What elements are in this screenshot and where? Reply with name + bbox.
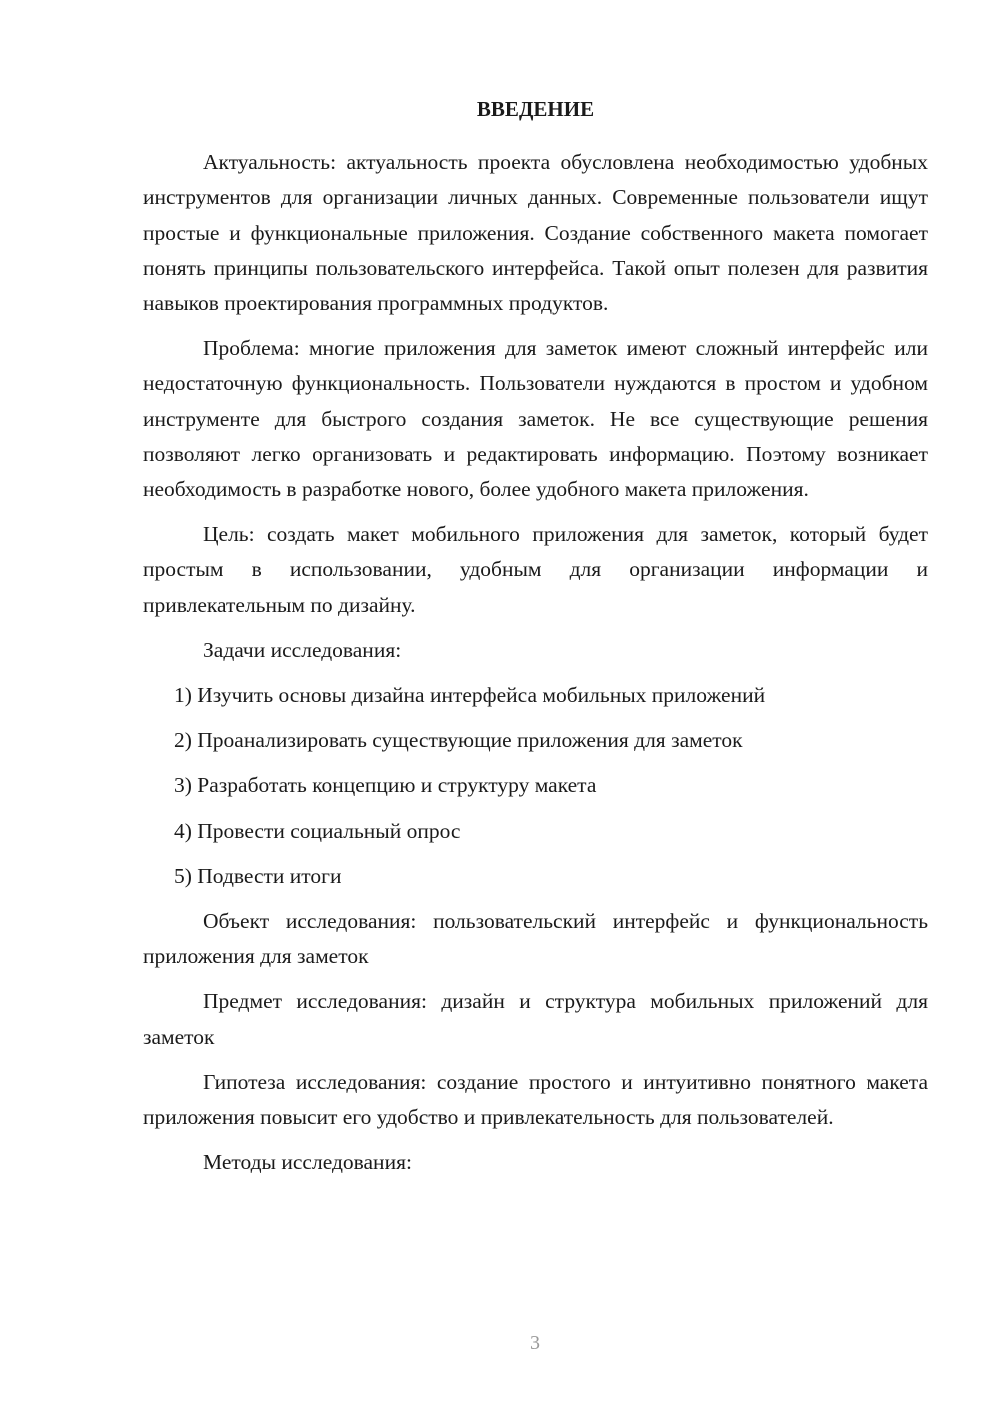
task-item-5: 5) Подвести итоги — [174, 863, 342, 888]
object-paragraph: Объект исследования: пользовательский интерфейс и функциональность приложения для заметок — [143, 909, 928, 969]
task-item-4: 4) Провести социальный опрос — [174, 818, 461, 843]
page-content — [143, 92, 928, 1190]
subject-paragraph: Предмет исследования: дизайн и структура мобильных приложений для заметок — [143, 989, 928, 1049]
task-item-2: 2) Проанализировать существующие приложения для заметок — [174, 728, 743, 753]
goal-paragraph: Цель: создать макет мобильного приложения для заметок, который будет простым в использовании, удобным для организации информации и привлекательным по дизайну. — [143, 522, 928, 617]
hypothesis-paragraph: Гипотеза исследования: создание простого и интуитивно понятного макета приложения повысит его удобство и привлекательность для пользователей. — [143, 1069, 928, 1130]
tasks-heading: Задачи исследования: — [203, 637, 402, 662]
task-item-1: 1) Изучить основы дизайна интерфейса мобильных приложений — [174, 683, 766, 708]
methods-heading: Методы исследования: — [203, 1150, 412, 1175]
page-number: 3 — [530, 1332, 540, 1354]
problem-paragraph: Проблема: многие приложения для заметок имеют сложный интерфейс или недостаточную функциональность. Пользователи нуждаются в простом и удобном инструменте для быстрого создания заметок. Не все существующие решения позволяют легко организовать и редактировать информацию. Поэтому возникает необходимость в разработке нового, более удобного макета приложения. — [143, 336, 928, 502]
relevance-paragraph: Актуальность: актуальность проекта обусловлена необходимостью удобных инструментов для организации личных данных. Современные пользователи ищут простые и функциональные приложения. Создание собственного макета помогает понять принципы пользовательского интерфейса. Такой опыт полезен для развития навыков проектирования программных продуктов. — [143, 150, 928, 316]
page-title: ВВЕДЕНИЕ — [476, 97, 595, 121]
task-item-3: 3) Разработать концепцию и структуру макета — [174, 773, 597, 798]
